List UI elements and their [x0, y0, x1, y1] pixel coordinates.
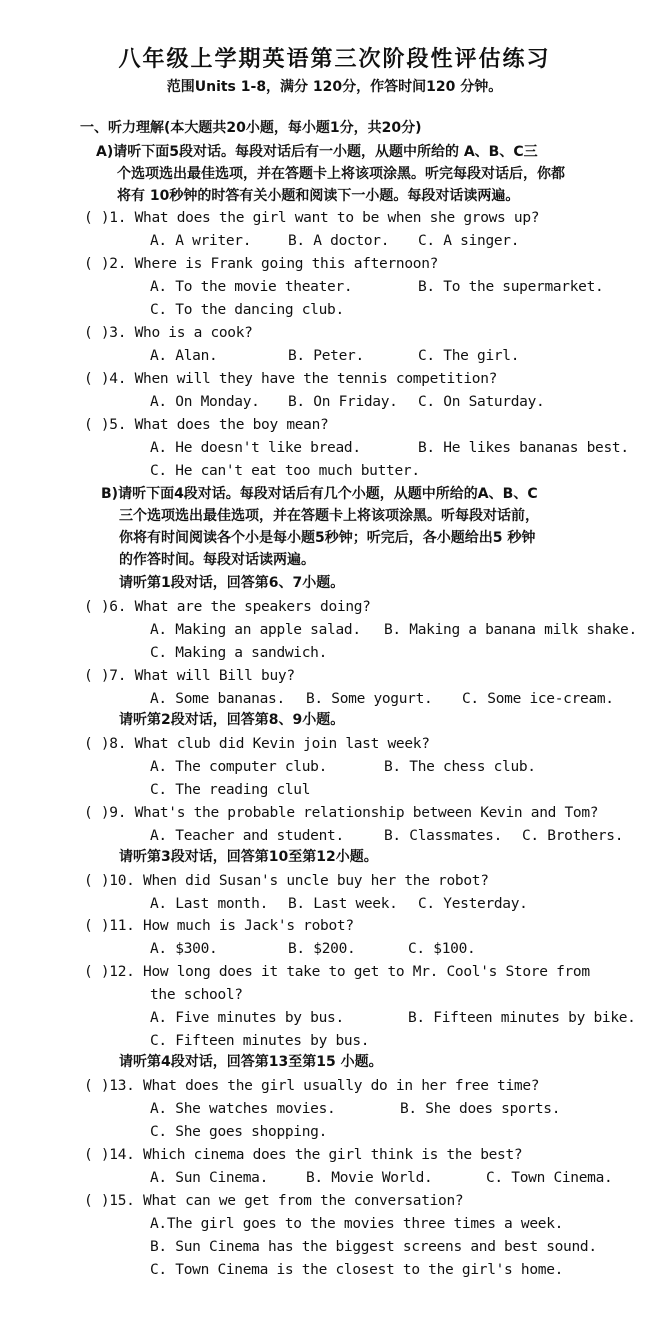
question-13: ( )13. What does the girl usually do in her free time?	[84, 1078, 540, 1094]
option: C. On Saturday.	[418, 394, 545, 410]
option: B. On Friday.	[288, 394, 398, 410]
question-8: ( )8. What club did Kevin join last week?	[84, 736, 430, 752]
question-6: ( )6. What are the speakers doing?	[84, 599, 371, 615]
option: A. Making an apple salad.	[150, 622, 361, 638]
option: B. Some yogurt.	[306, 691, 433, 707]
dialog-2-instruction: 请听第2段对话，回答第8、9小题。	[119, 712, 345, 728]
question-12-continued: the school?	[150, 987, 243, 1003]
option: A. Teacher and student.	[150, 828, 344, 844]
page-title: 八年级上学期英语第三次阶段性评估练习	[118, 47, 551, 72]
option: B. Peter.	[288, 348, 364, 364]
question-14: ( )14. Which cinema does the girl think is the best?	[84, 1147, 523, 1163]
option: B. Sun Cinema has the biggest screens and best sound.	[150, 1239, 597, 1255]
option: B. A doctor.	[288, 233, 390, 249]
option: B. The chess club.	[384, 759, 536, 775]
question-10: ( )10. When did Susan's uncle buy her the robot?	[84, 873, 489, 889]
question-7: ( )7. What will Bill buy?	[84, 668, 295, 684]
option: C. The reading clul	[150, 782, 311, 798]
option: A. Last month.	[150, 896, 269, 912]
option: C. He can't eat too much butter.	[150, 463, 420, 479]
option: A. Sun Cinema.	[150, 1170, 269, 1186]
question-4: ( )4. When will they have the tennis competition?	[84, 371, 498, 387]
section-heading: 一、听力理解(本大题共20小题，每小题1分，共20分)	[80, 120, 422, 136]
option: A.The girl goes to the movies three times a week.	[150, 1216, 564, 1232]
option: B. Making a banana milk shake.	[384, 622, 637, 638]
option: C. Brothers.	[522, 828, 624, 844]
dialog-4-instruction: 请听第4段对话，回答第13至第15 小题。	[119, 1054, 383, 1070]
question-11: ( )11. How much is Jack's robot?	[84, 918, 354, 934]
option: C. Some ice-cream.	[462, 691, 614, 707]
option: A. To the movie theater.	[150, 279, 353, 295]
option: A. $300.	[150, 941, 218, 957]
option: C. $100.	[408, 941, 476, 957]
part-b-instruction-2: 三个选项选出最佳选项，并在答题卡上将该项涂黑。听每段对话前，	[119, 508, 539, 524]
question-15: ( )15. What can we get from the conversation?	[84, 1193, 464, 1209]
page-subtitle: 范围Units 1-8，满分 120分，作答时间120 分钟。	[166, 79, 503, 95]
option: B. Movie World.	[306, 1170, 433, 1186]
dialog-3-instruction: 请听第3段对话，回答第10至第12小题。	[119, 849, 378, 865]
question-9: ( )9. What's the probable relationship between Kevin and Tom?	[84, 805, 599, 821]
dialog-1-instruction: 请听第1段对话，回答第6、7小题。	[119, 575, 345, 591]
question-5: ( )5. What does the boy mean?	[84, 417, 329, 433]
part-b-instruction-1: B)请听下面4段对话。每段对话后有几个小题，从题中所给的A、B、C	[101, 486, 538, 502]
option: B. She does sports.	[400, 1101, 561, 1117]
option: C. The girl.	[418, 348, 520, 364]
option: A. She watches movies.	[150, 1101, 336, 1117]
option: C. Fifteen minutes by bus.	[150, 1033, 370, 1049]
option: C. Town Cinema is the closest to the girl's home.	[150, 1262, 564, 1278]
question-2: ( )2. Where is Frank going this afternoon?	[84, 256, 439, 272]
part-a-instruction-1: A)请听下面5段对话。每段对话后有一小题，从题中所给的 A、B、C三	[96, 144, 538, 160]
option: A. Alan.	[150, 348, 218, 364]
question-1: ( )1. What does the girl want to be when she grows up?	[84, 210, 540, 226]
option: C. Making a sandwich.	[150, 645, 328, 661]
part-b-instruction-3: 你将有时间阅读各个小是每小题5秒钟；听完后，各小题给出5 秒钟	[119, 530, 536, 546]
part-a-instruction-3: 将有 10秒钟的时答有关小题和阅读下一小题。每段对话读两遍。	[117, 188, 520, 204]
option: B. To the supermarket.	[418, 279, 604, 295]
option: A. He doesn't like bread.	[150, 440, 361, 456]
option: C. Yesterday.	[418, 896, 528, 912]
option: A. The computer club.	[150, 759, 328, 775]
option: B. $200.	[288, 941, 356, 957]
option: B. Fifteen minutes by bike.	[408, 1010, 636, 1026]
option: C. Town Cinema.	[486, 1170, 613, 1186]
part-a-instruction-2: 个选项选出最佳选项，并在答题卡上将该项涂黑。听完每段对话后，你都	[117, 166, 565, 182]
option: A. On Monday.	[150, 394, 260, 410]
option: C. A singer.	[418, 233, 520, 249]
option: B. He likes bananas best.	[418, 440, 629, 456]
option: C. She goes shopping.	[150, 1124, 328, 1140]
option: C. To the dancing club.	[150, 302, 344, 318]
part-b-instruction-4: 的作答时间。每段对话读两遍。	[119, 552, 315, 568]
option: B. Classmates.	[384, 828, 503, 844]
option: A. Some bananas.	[150, 691, 285, 707]
question-3: ( )3. Who is a cook?	[84, 325, 253, 341]
option: A. A writer.	[150, 233, 252, 249]
question-12: ( )12. How long does it take to get to Mr. Cool's Store from	[84, 964, 590, 980]
option: A. Five minutes by bus.	[150, 1010, 344, 1026]
option: B. Last week.	[288, 896, 398, 912]
